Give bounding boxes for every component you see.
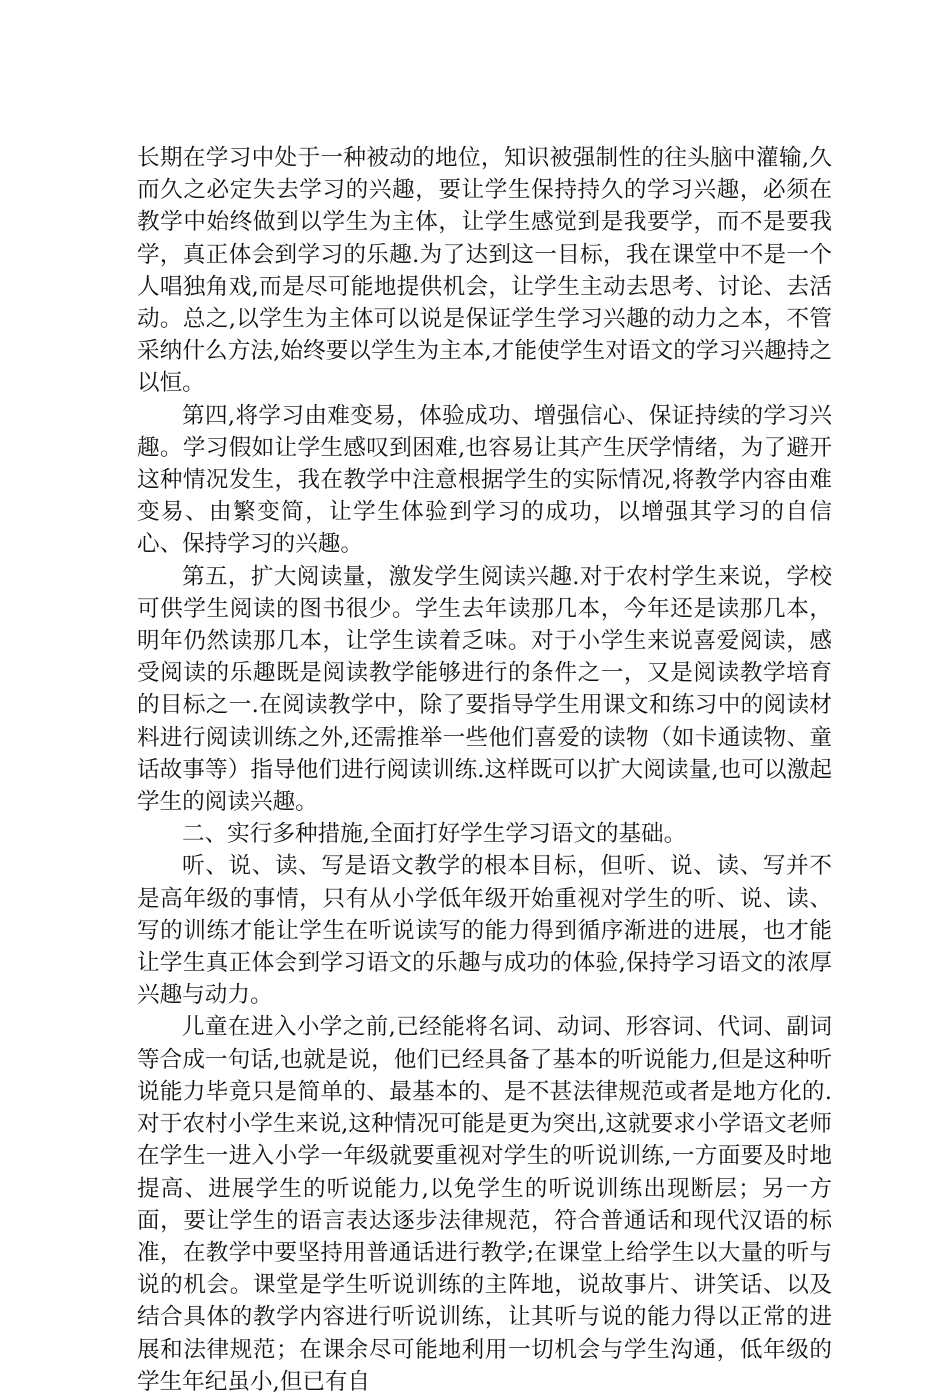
section-heading: 二、实行多种措施,全面打好学生学习语文的基础。: [182, 821, 687, 848]
paragraph: 第五，扩大阅读量，激发学生阅读兴趣.对于农村学生来说，学校可供学生阅读的图书很少。学生去年读那几本，今年还是读那几本，明年仍然读那几本，让学生读着乏味。对于小学生来说喜爱阅读，感受阅读的乐趣既是阅读教学能够进行的条件之一，又是阅读教学培育的目标之一.在阅读教学中，除了要指导学生用课文和练习中的阅读材料进行阅读训练之外,还需推举一些他们喜爱的读物（如卡通读物、童话故事等）指导他们进行阅读训练.这样既可以扩大阅读量,也可以激起学生的阅读兴趣。: [137, 563, 832, 816]
paragraph: 第四,将学习由难变易，体验成功、增强信心、保证持续的学习兴趣。学习假如让学生感叹到困难,也容易让其产生厌学情绪，为了避开这种情况发生，我在教学中注意根据学生的实际情况,将教学内容由难变易、由繁变简，让学生体验到学习的成功，以增强其学习的自信心、保持学习的兴趣。: [137, 402, 832, 558]
paragraph: 长期在学习中处于一种被动的地位，知识被强制性的往头脑中灌输,久而久之必定失去学习的兴趣，要让学生保持持久的学习兴趣，必须在教学中始终做到以学生为主体，让学生感觉到是我要学，而不是要我学，真正体会到学习的乐趣.为了达到这一目标，我在课堂中不是一个人唱独角戏,而是尽可能地提供机会，让学生主动去思考、讨论、去活动。总之,以学生为主体可以说是保证学生学习兴趣的动力之本，不管采纳什么方法,始终要以学生为主本,才能使学生对语文的学习兴趣持之以恒。: [137, 145, 832, 397]
document-body: [137, 142, 832, 1398]
paragraph: 儿童在进入小学之前,已经能将名词、动词、形容词、代词、副词等合成一句话,也就是说，他们已经具备了基本的听说能力,但是这种听说能力毕竟只是简单的、最基本的、是不甚法律规范或者是地方化的.对于农村小学生来说,这种情况可能是更为突出,这就要求小学语文老师在学生一进入小学一年级就要重视对学生的听说训练,一方面要及时地提高、进展学生的听说能力,以免学生的听说训练出现断层；另一方面，要让学生的语言表达逐步法律规范，符合普通话和现代汉语的标准，在教学中要坚持用普通话进行教学;在课堂上给学生以大量的听与说的机会。课堂是学生听说训练的主阵地，说故事片、讲笑话、以及结合具体的教学内容进行听说训练，让其听与说的能力得以正常的进展和法律规范；在课余尽可能地利用一切机会与学生沟通，低年级的学生年纪虽小,但已有自: [137, 1014, 832, 1395]
paragraph: 听、说、读、写是语文教学的根本目标，但听、说、读、写并不是高年级的事情，只有从小学低年级开始重视对学生的听、说、读、写的训练才能让学生在听说读写的能力得到循序渐进的进展，也才能让学生真正体会到学习语文的乐趣与成功的体验,保持学习语文的浓厚兴趣与动力。: [137, 853, 832, 1009]
